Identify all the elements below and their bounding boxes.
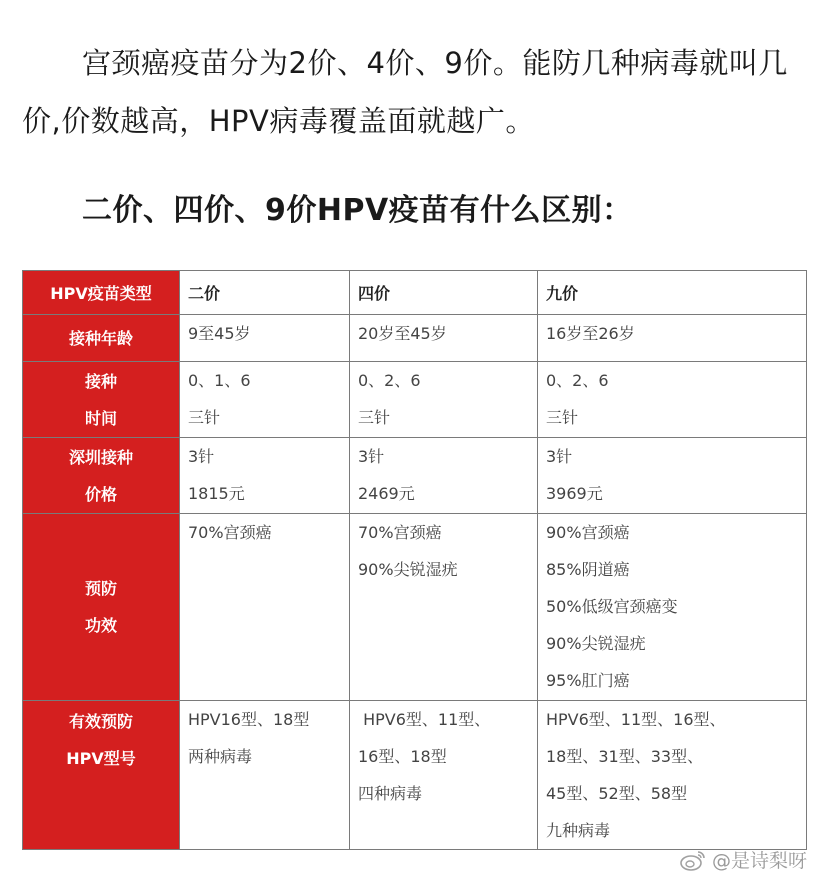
table-cell [350,701,538,850]
header-cell-type: HPV疫苗类型 [23,271,180,315]
table-cell [350,514,538,701]
hpv-comparison-table [22,270,807,850]
table-cell [538,362,807,438]
table-cell [180,701,350,850]
header-cell-nonavalent: 九价 [538,271,807,315]
cell-line: 四种病毒 [358,784,423,803]
cell-line: 0、2、6 [546,371,609,390]
row-label-schedule [23,362,180,438]
table-cell [538,315,807,362]
table-row [23,438,807,514]
cell-line: 3969元 [546,484,603,503]
cell-line: HPV16型、18型 [188,710,310,729]
cell-line: 1815元 [188,484,245,503]
cell-line: 3针 [358,447,385,466]
header-cell-bivalent: 二价 [180,271,350,315]
table-cell [350,438,538,514]
cell-line: 18型、31型、33型、 [546,747,704,766]
row-label-line: 深圳接种 [68,447,133,467]
row-label-line: 功效 [84,616,117,635]
table-row [23,315,807,362]
cell-line: 90%尖锐湿疣 [358,560,458,579]
cell-line: 16型、18型 [358,747,447,766]
cell-line: 2469元 [358,484,415,503]
cell-line: 90%尖锐湿疣 [546,634,646,653]
cell-line: 3针 [188,447,215,466]
row-label-line: 价格 [84,484,117,504]
cell-line: 85%阴道癌 [546,560,630,579]
row-label-age [23,315,180,362]
row-label-line: 时间 [84,408,117,428]
table-row [23,701,807,850]
weibo-watermark [680,846,807,873]
cell-line: HPV6型、11型、 [358,710,491,729]
weibo-logo-icon [680,849,706,871]
table-cell [180,514,350,701]
cell-line: HPV6型、11型、16型、 [546,710,726,729]
cell-line: 三针 [546,408,579,427]
table-row [23,514,807,701]
cell-line: 70%宫颈癌 [188,523,272,542]
table-cell [350,315,538,362]
cell-line: 两种病毒 [188,747,253,766]
row-label-efficacy [23,514,180,701]
row-label-line: 有效预防 [68,712,133,731]
section-heading: 二价、四价、9价HPV疫苗有什么区别： [82,193,633,228]
header-cell-quadrivalent: 四价 [350,271,538,315]
cell-line: 90%宫颈癌 [546,523,630,542]
watermark-text: @是诗梨呀 [711,850,807,872]
table-header-row [23,271,807,315]
table-cell [538,438,807,514]
row-label-price [23,438,180,514]
table-cell [180,315,350,362]
cell-line: 三针 [358,408,391,427]
cell-line: 95%肛门癌 [546,671,630,690]
cell-line: 3针 [546,447,573,466]
cell-line: 三针 [188,408,221,427]
row-label-line: 接种年龄 [68,328,133,348]
row-label-line: 预防 [84,579,117,598]
intro-paragraph: 宫颈癌疫苗分为2价、4价、9价。能防几种病毒就叫几价,价数越高，HPV病毒覆盖面就越广。 [22,46,788,138]
row-label-line: 接种 [84,371,117,391]
table-cell [180,438,350,514]
table-cell [538,701,807,850]
cell-line: 9至45岁 [188,324,251,343]
cell-line: 0、1、6 [188,371,251,390]
cell-line: 九种病毒 [546,821,611,840]
cell-line: 45型、52型、58型 [546,784,688,803]
row-label-hpv-types [23,701,180,850]
table-cell [180,362,350,438]
row-label-line: HPV型号 [66,749,136,768]
cell-line: 20岁至45岁 [358,324,447,343]
cell-line: 50%低级宫颈癌变 [546,597,678,616]
cell-line: 70%宫颈癌 [358,523,442,542]
table-cell [538,514,807,701]
cell-line: 16岁至26岁 [546,324,635,343]
cell-line: 0、2、6 [358,371,421,390]
table-cell [350,362,538,438]
table-row [23,362,807,438]
